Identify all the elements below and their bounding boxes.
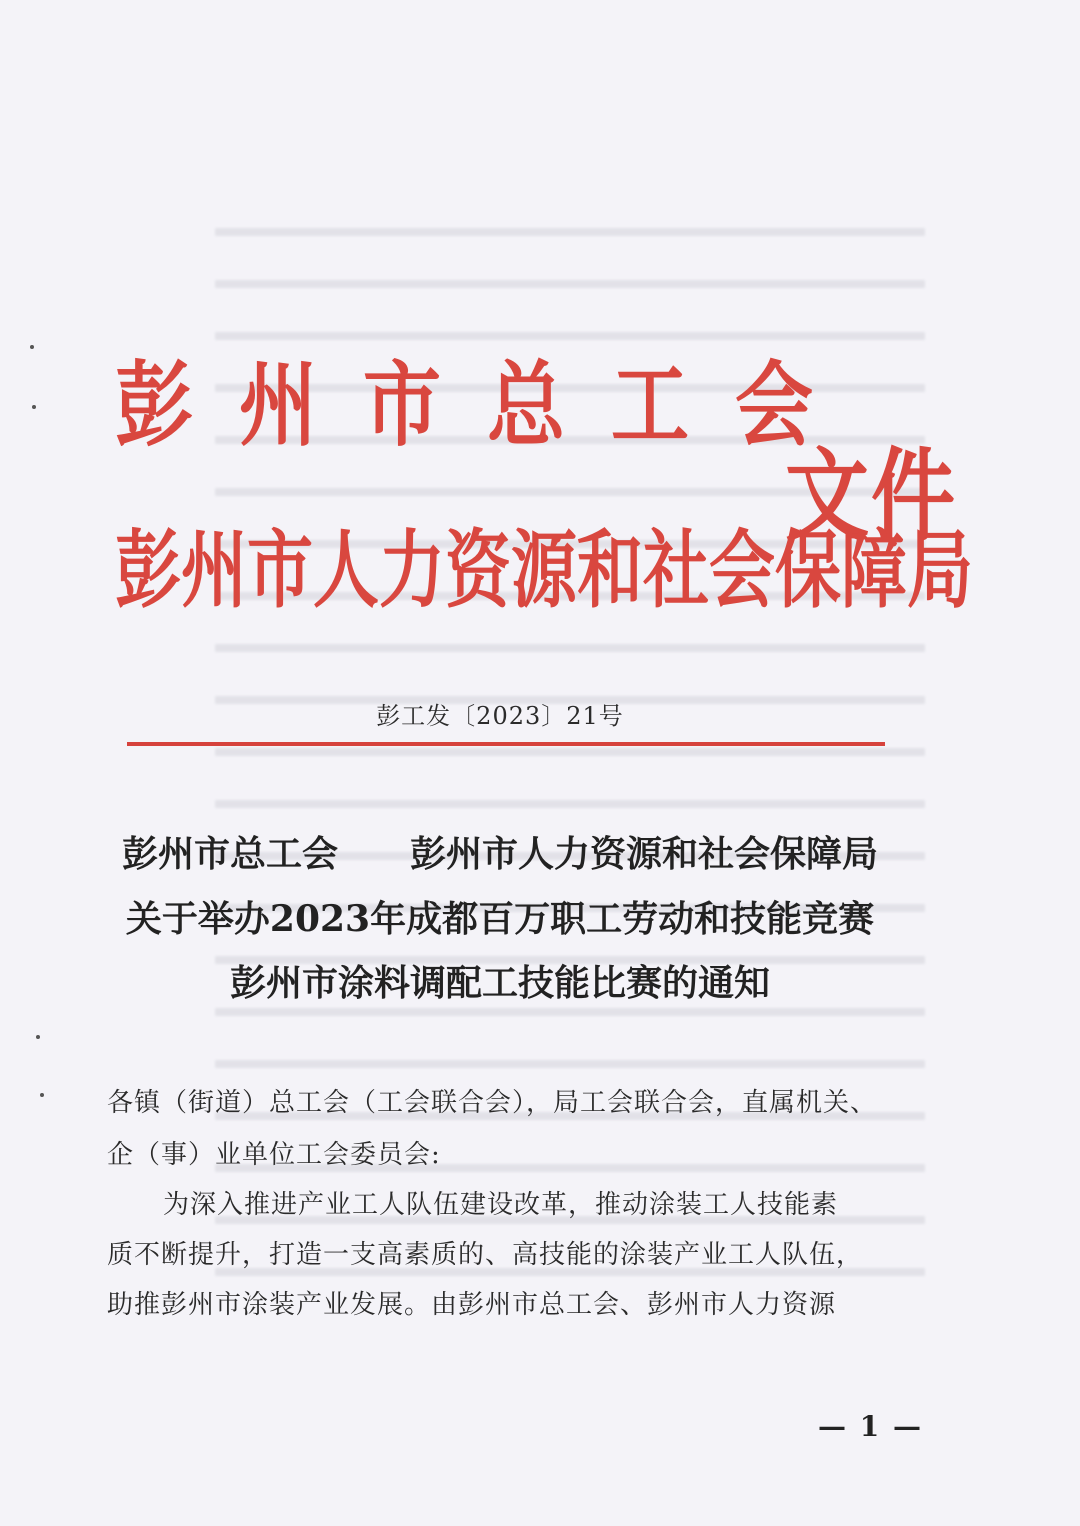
header-org-hrss-bureau: 彭州市人力资源和社会保障局 [115, 519, 973, 620]
scan-speck [40, 1093, 44, 1097]
body-line-2: 企（事）业单位工会委员会: [107, 1140, 441, 1170]
page-number: — 1 — [818, 1410, 923, 1443]
header-doc-type: 文件 [785, 436, 958, 556]
scan-speck [36, 1035, 40, 1039]
title-line-3: 彭州市涂料调配工技能比赛的通知 [229, 962, 770, 1004]
scan-speck [30, 345, 34, 349]
header-org-trade-union: 彭州市总工会 [115, 352, 860, 460]
title-line-1: 彭州市总工会 彭州市人力资源和社会保障局 [121, 833, 878, 875]
document-number: 彭工发〔2023〕21号 [376, 702, 624, 730]
body-line-3: 为深入推进产业工人队伍建设改革，推动涂装工人技能素 [163, 1190, 839, 1220]
body-line-1: 各镇（街道）总工会（工会联合会），局工会联合会，直属机关、 [107, 1088, 878, 1118]
body-line-4: 质不断提升，打造一支高素质的、高技能的涂装产业工人队伍， [107, 1240, 864, 1270]
body-line-5: 助推彭州市涂装产业发展。由彭州市总工会、彭州市人力资源 [107, 1290, 837, 1320]
red-divider-line [127, 742, 885, 746]
scan-speck [32, 405, 36, 409]
title-line-2: 关于举办2023年成都百万职工劳动和技能竞赛 [125, 898, 875, 940]
